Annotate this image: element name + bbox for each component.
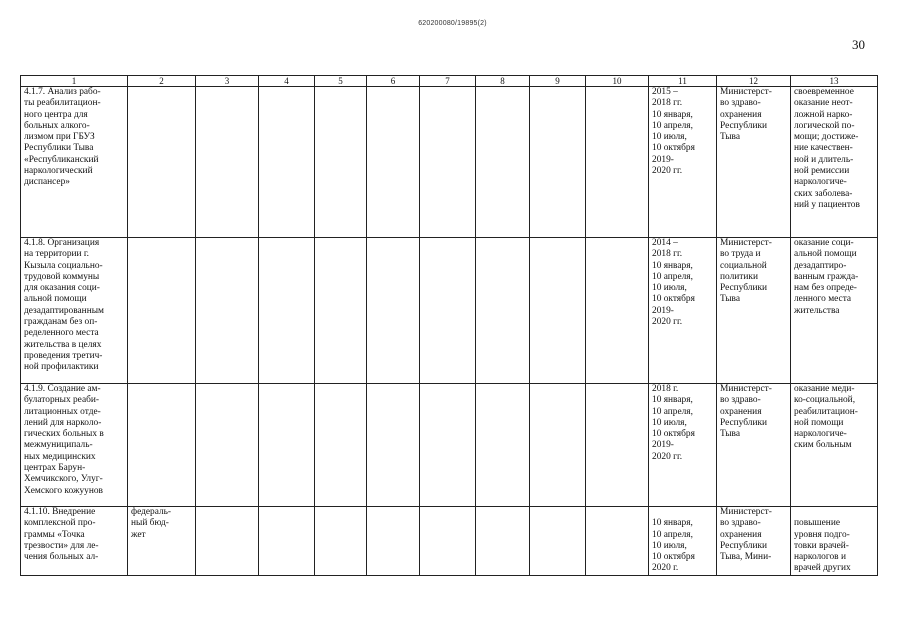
activity-cell: 4.1.9. Создание ам- булаторных реаби- литационных отде- лений для нарколо- гических больных в межмуниципаль- ных медицинских центрах Барун- Хемчикского, Улуг- Хемского кожуунов [21,384,128,507]
responsible-cell: Министерст- во труда и социальной политики Республики Тыва [717,238,791,384]
column-header-10: 10 [586,76,649,87]
empty-cell [367,87,420,238]
table-row [21,238,878,384]
column-header-9: 9 [530,76,586,87]
empty-cell [476,87,530,238]
empty-cell [476,238,530,384]
responsible-cell: Министерст- во здраво- охранения Республики Тыва [717,384,791,507]
empty-cell [420,87,476,238]
column-header-4: 4 [259,76,315,87]
table-header-row [21,76,878,87]
funding-source-cell [128,238,196,384]
document-id: 620200080/19895(2) [418,20,487,27]
empty-cell [530,384,586,507]
timeline-cell: 2014 – 2018 гг. 10 января, 10 апреля, 10 июля, 10 октября 2019- 2020 гг. [649,238,717,384]
funding-source-cell: федераль- ный бюд- жет [128,507,196,576]
column-header-6: 6 [367,76,420,87]
table-row [21,507,878,576]
empty-cell [420,384,476,507]
activity-cell: 4.1.10. Внедрение комплексной про- граммы «Точка трезвости» для ле- чения больных ал- [21,507,128,576]
column-header-8: 8 [476,76,530,87]
empty-cell [196,87,259,238]
timeline-cell: 2015 – 2018 гг. 10 января, 10 апреля, 10 июля, 10 октября 2019- 2020 гг. [649,87,717,238]
empty-cell [476,507,530,576]
empty-cell [586,87,649,238]
empty-cell [259,384,315,507]
activity-cell: 4.1.7. Анализ рабо- ты реабилитацион- ного центра для больных алкого- лизмом при ГБУЗ Республики Тыва «Республиканский наркологический диспансер» [21,87,128,238]
empty-cell [259,507,315,576]
outcome-cell: своевременное оказание неот- ложной нарко- логической по- мощи; достиже- ние качествен- ной и длитель- ной ремиссии наркологиче- ских заболева- ний у пациентов [791,87,878,238]
empty-cell [586,238,649,384]
empty-cell [586,384,649,507]
column-header-5: 5 [315,76,367,87]
empty-cell [259,87,315,238]
outcome-cell: повышение уровня подго- товки врачей- наркологов и врачей других [791,507,878,576]
column-header-3: 3 [196,76,259,87]
column-header-13: 13 [791,76,878,87]
funding-source-cell [128,384,196,507]
outcome-cell: оказание меди- ко-социальной, реабилитацион- ной помощи наркологиче- ским больным [791,384,878,507]
empty-cell [420,507,476,576]
empty-cell [476,384,530,507]
column-header-1: 1 [21,76,128,87]
data-table [20,75,878,576]
empty-cell [367,507,420,576]
activity-cell: 4.1.8. Организация на территории г. Кызыла социально- трудовой коммуны для оказания соци- альной помощи дезадаптированным гражданам без оп- ределенного места жительства в целях проведения третич- ной профилактики [21,238,128,384]
table-row [21,384,878,507]
empty-cell [259,238,315,384]
empty-cell [315,507,367,576]
empty-cell [586,507,649,576]
column-header-2: 2 [128,76,196,87]
empty-cell [530,238,586,384]
page-number: 30 [852,37,865,52]
column-header-11: 11 [649,76,717,87]
empty-cell [196,238,259,384]
funding-source-cell [128,87,196,238]
empty-cell [196,384,259,507]
table-row [21,87,878,238]
empty-cell [196,507,259,576]
empty-cell [367,238,420,384]
empty-cell [367,384,420,507]
empty-cell [315,384,367,507]
empty-cell [530,507,586,576]
outcome-cell: оказание соци- альной помощи дезадаптиро- ванным гражда- нам без опреде- ленного места жительства [791,238,878,384]
responsible-cell: Министерст- во здраво- охранения Республики Тыва, Мини- [717,507,791,576]
empty-cell [315,87,367,238]
timeline-cell: 2018 г. 10 января, 10 апреля, 10 июля, 10 октября 2019- 2020 гг. [649,384,717,507]
column-header-7: 7 [420,76,476,87]
timeline-cell: 10 января, 10 апреля, 10 июля, 10 октября 2020 г. [649,507,717,576]
responsible-cell: Министерст- во здраво- охранения Республики Тыва [717,87,791,238]
empty-cell [315,238,367,384]
column-header-12: 12 [717,76,791,87]
empty-cell [530,87,586,238]
empty-cell [420,238,476,384]
